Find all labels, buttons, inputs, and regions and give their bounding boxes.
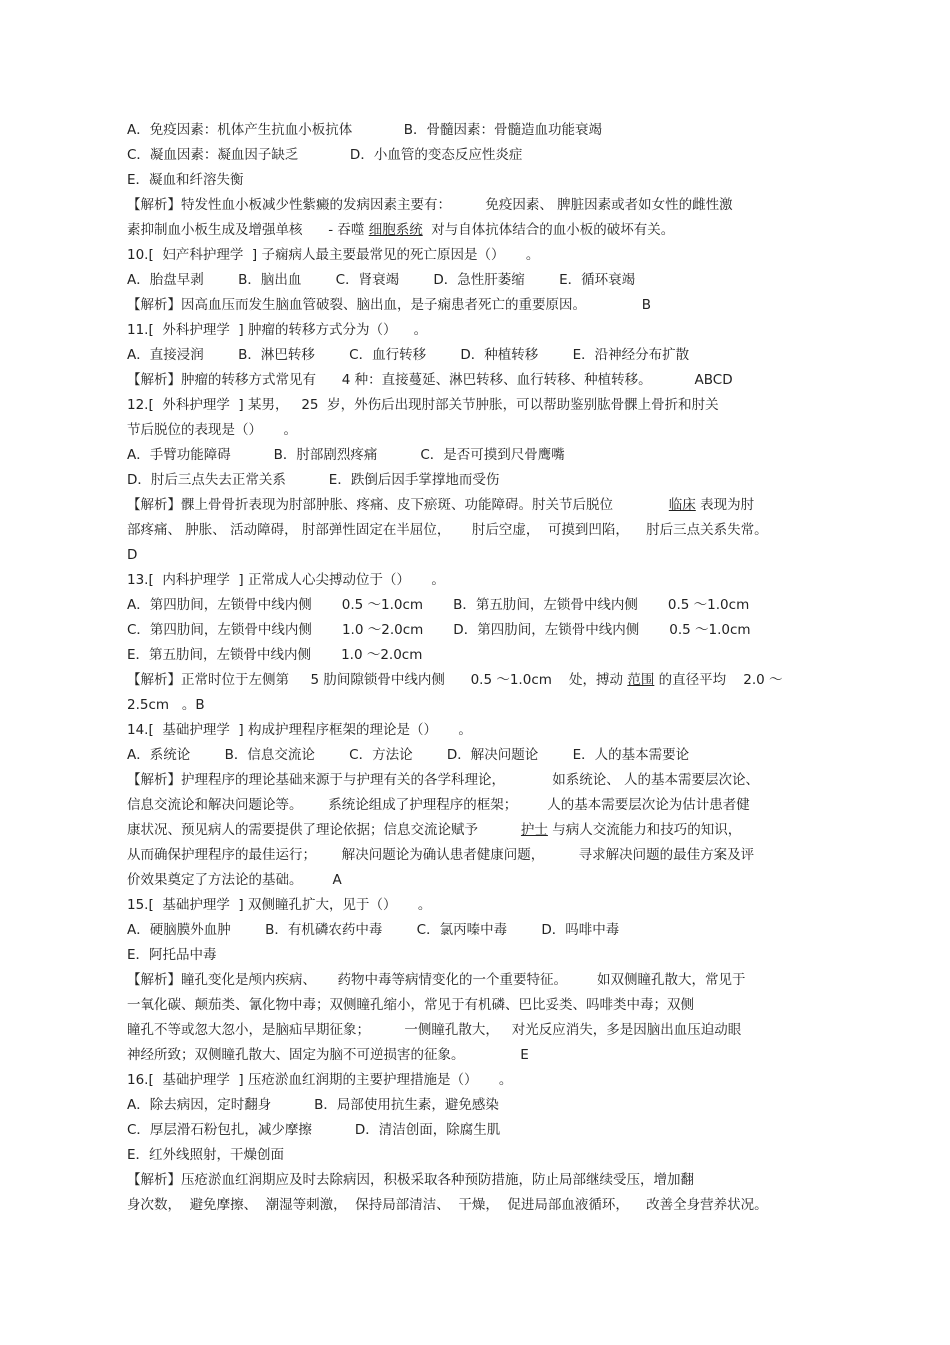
text-line: 2.5cm 。B (127, 697, 205, 713)
text-line: 瞳孔不等或忽大忽小，是脑疝早期征象； 一侧瞳孔散大， 对光反应消失，多是因脑出血压迫动眼 (127, 1022, 742, 1038)
text-line: 12.[ 外科护理学 ] 某男， 25 岁，外伤后出现肘部关节肿胀，可以帮助鉴别肱骨髁上骨折和肘关 (127, 397, 719, 413)
text-line (127, 818, 827, 843)
text-line: 节后脱位的表现是（） 。 (127, 422, 297, 438)
text-line: 10.[ 妇产科护理学 ] 子痫病人最主要最常见的死亡原因是（） 。 (127, 247, 540, 263)
text-line: 15.[ 基础护理学 ] 双侧瞳孔扩大，见于（） 。 (127, 897, 432, 913)
underlined-term: 细胞系统 (368, 222, 423, 238)
text-line: C．第四肋间，左锁骨中线内侧 1.0 ～2.0cm D．第四肋间，左锁骨中线内侧 0.5 ～1.0cm (127, 622, 751, 638)
text-line: E．红外线照射，干燥创面 (127, 1147, 285, 1163)
text-line: A．直接浸润 B．淋巴转移 C．血行转移 D．种植转移 E．沿神经分布扩散 (127, 347, 690, 363)
text-line: A．第四肋间，左锁骨中线内侧 0.5 ～1.0cm B．第五肋间，左锁骨中线内侧 0.5 ～1.0cm (127, 597, 750, 613)
text-line: A．免疫因素：机体产生抗血小板抗体 B．骨髓因素：骨髓造血功能衰竭 (127, 122, 602, 138)
text-line: A．胎盘早剥 B．脑出血 C．肾衰竭 D．急性肝萎缩 E．循环衰竭 (127, 272, 636, 288)
text-line (127, 493, 827, 518)
text-line: 11.[ 外科护理学 ] 肿瘤的转移方式分为（） 。 (127, 322, 428, 338)
text-line: C．厚层滑石粉包扎，减少摩擦 D．清洁创面，除腐生肌 (127, 1122, 501, 1138)
text-line: 【解析】压疮淤血红润期应及时去除病因，积极采取各种预防措施，防止局部继续受压，增加翻 (127, 1172, 694, 1188)
text-line: E．凝血和纤溶失衡 (127, 172, 244, 188)
text-line: 【解析】瞳孔变化是颅内疾病、 药物中毒等病情变化的一个重要特征。 如双侧瞳孔散大，常见于 (127, 972, 746, 988)
text-line: 信息交流论和解决问题论等。 系统论组成了护理程序的框架； 人的基本需要层次论为估计患者健 (127, 797, 750, 813)
underlined-term: 临床 (668, 497, 696, 513)
text-line: A．硬脑膜外血肿 B．有机磷农药中毒 C．氯丙嗪中毒 D．吗啡中毒 (127, 922, 620, 938)
text-line (127, 668, 827, 693)
underlined-term: 范围 (627, 672, 655, 688)
text-line: 14.[ 基础护理学 ] 构成护理程序框架的理论是（） 。 (127, 722, 472, 738)
text-line: A．除去病因，定时翻身 B．局部使用抗生素，避免感染 (127, 1097, 499, 1113)
text-line: 一氧化碳、颠茄类、氰化物中毒；双侧瞳孔缩小，常见于有机磷、巴比妥类、吗啡类中毒；双侧 (127, 997, 694, 1013)
text-line: D．肘后三点失去正常关系 E．跌倒后因手掌撑地而受伤 (127, 472, 500, 488)
text-line: 13.[ 内科护理学 ] 正常成人心尖搏动位于（） 。 (127, 572, 445, 588)
text-line: 身次数， 避免摩擦、 潮湿等刺激， 保持局部清洁、 干燥， 促进局部血液循环， 改善全身营养状况。 (127, 1197, 768, 1213)
underlined-term: 护士 (520, 822, 548, 838)
document-body (127, 118, 827, 1218)
text-line: 16.[ 基础护理学 ] 压疮淤血红润期的主要护理措施是（） 。 (127, 1072, 513, 1088)
text-segment: 的直径平均 2.0 ～ (654, 672, 783, 688)
text-line: C．凝血因素：凝血因子缺乏 D．小血管的变态反应性炎症 (127, 147, 523, 163)
text-line: 【解析】特发性血小板减少性紫癜的发病因素主要有： 免疫因素、 脾脏因素或者如女性的雌性激 (127, 197, 733, 213)
text-segment: 素抑制血小板生成及增强单核 - 吞噬 (127, 222, 369, 238)
text-segment: 与病人交流能力和技巧的知识， (547, 822, 742, 838)
text-segment: 【解析】正常时位于左侧第 5 肋间隙锁骨中线内侧 0.5 ～1.0cm 处，搏动 (127, 672, 628, 688)
text-line: 神经所致；双侧瞳孔散大、固定为脑不可逆损害的征象。 E (127, 1047, 529, 1063)
text-line: E．阿托品中毒 (127, 947, 217, 963)
text-line: A．手臂功能障碍 B．肘部剧烈疼痛 C．是否可摸到尺骨鹰嘴 (127, 447, 565, 463)
text-line: E．第五肋间，左锁骨中线内侧 1.0 ～2.0cm (127, 647, 423, 663)
text-line (127, 218, 827, 243)
text-line: 从而确保护理程序的最佳运行； 解决问题论为确认患者健康问题， 寻求解决问题的最佳方案及评 (127, 847, 755, 863)
text-line: 【解析】护理程序的理论基础来源于与护理有关的各学科理论， 如系统论、 人的基本需要层次论、 (127, 772, 759, 788)
text-segment: 【解析】髁上骨骨折表现为肘部肿胀、疼痛、皮下瘀斑、功能障碍。肘关节后脱位 (127, 497, 669, 513)
text-line: 部疼痛、 肿胀、 活动障碍， 肘部弹性固定在半屈位， 肘后空虚， 可摸到凹陷， 肘后三点关系失常。 (127, 522, 768, 538)
text-segment: 对与自体抗体结合的血小板的破坏有关。 (422, 222, 675, 238)
text-line: 【解析】因高血压而发生脑血管破裂、脑出血，是子痫患者死亡的重要原因。 B (127, 297, 652, 313)
text-line: 【解析】肿瘤的转移方式常见有 4 种：直接蔓延、淋巴转移、血行转移、种植转移。 ABCD (127, 372, 733, 388)
text-segment: 表现为肘 (695, 497, 755, 513)
text-segment: 康状况、预见病人的需要提供了理论依据；信息交流论赋予 (127, 822, 521, 838)
text-line: 价效果奠定了方法论的基础。 A (127, 872, 342, 888)
text-line: A．系统论 B．信息交流论 C．方法论 D．解决问题论 E．人的基本需要论 (127, 747, 690, 763)
text-line: D (127, 547, 138, 563)
